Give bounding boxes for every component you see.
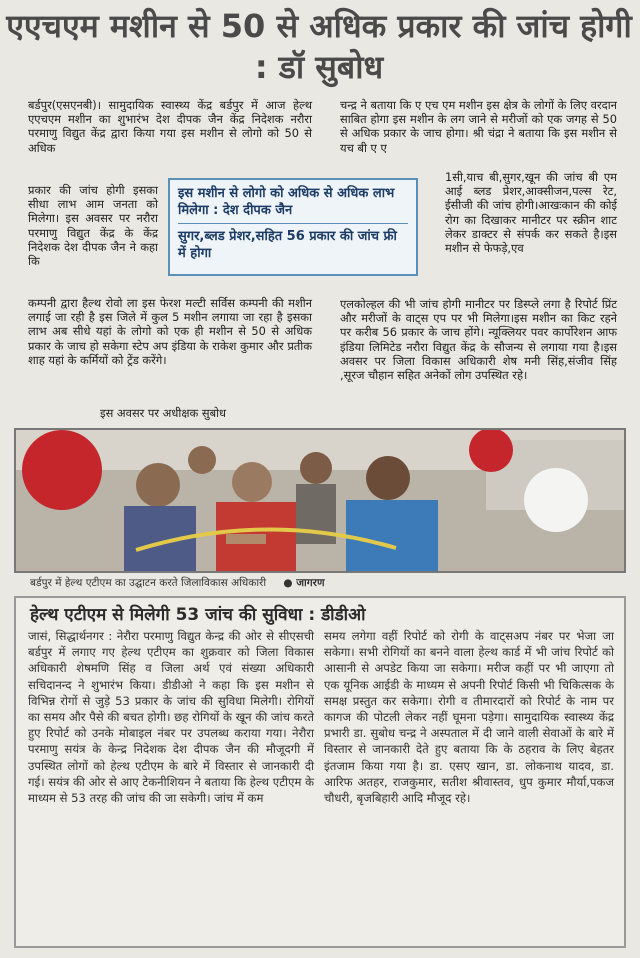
pull-quote-1: इस मशीन से लोगो को अधिक से अधिक लाभ मिलेगा : देश दीपक जैन <box>178 186 395 218</box>
photo-caption <box>30 576 600 590</box>
pull-quote-2: सुगर,ब्लड प्रेशर,सहित 56 प्रकार की जांच फ्री में होगा <box>178 229 397 261</box>
second-article-column-1: जासं, सिद्धार्थनगर : नेरौरा परमाणु विद्युत केन्द्र की ओर से सीएसची बर्डपुर में लगाए गए हेल्थ एटीएम का शुक्रवार को जिला विकास अधिकारी शेषमणि सिंह व जिला अर्थ एवं संख्या अधिकारी सचिदानन्द ने शुभारंभ किया। डीडीओ ने कहा कि इस मशीन से विभिन्न रोगों से जुड़े 53 प्रकार के जांच की सुविधा मिलेगी। रोगियों का समय और पैसे की बचत होगी। छह रोगियों के खून की जांच करते हुए रिपोर्ट को उनके मोबाइल नंबर पर उपलब्ध कराया गया। नेरौरा परमाणु सयंत्र के केन्द्र निदेशक देश दीपक जैन की मौजूदगी में उपस्थित लोगों को हेल्थ एटीएम के बारे में विस्तार से जानकारी दी गई। सयंत्र की ओर से आए टेकनीशियन ने बताया कि हेल्थ एटीएम के माध्यम से 53 तरह की जांच की जा सकेगी। जांच में कम <box>28 629 314 806</box>
pull-quote-box <box>168 178 418 276</box>
second-article-headline: हेल्थ एटीएम से मिलेगी 53 जांच की सुविधा : डीडीओ <box>30 605 366 625</box>
article-paragraph-4: इस अवसर पर अधीक्षक सुबोध <box>100 406 227 420</box>
article-paragraph-3: कम्पनी द्वारा हैल्थ रोवो ला इस फेरश मल्टी सर्विस कम्पनी की मशीन लगाई जा रही है इस जिले में कुल 5 मशीन लगाया जा रहा है इसका लाभ अब सीधे यहां के लोगो को एक ही मशीन से 50 से अधिक प्रकार के जाच हो सकेगा स्टेप अप इंडिया के राकेश कुमार और प्रतीक शाह यहां के कर्मियों को ट्रेंड करेंगे। <box>28 296 312 367</box>
photo-caption-text: बर्डपुर में हेल्थ एटीएम का उद्घाटन करते जिलाविकास अधिकारी <box>30 577 267 589</box>
article-paragraph-1: बर्डपुर(एसएनबी)। सामुदायिक स्वास्थ्य केंद्र बर्डपुर में आज हेल्थ एएचएम मशीन का शुभारंभ देश दीपक जैन केंद्र निदेशक नरौरा परमाणु विद्युत केंद्र द्वारा किया गया इस मशीन से लोगो को 50 से अधिक <box>28 98 312 155</box>
article-paragraph-6: 1सी,याच बी,सुगर,खून की जांच बी एम आई ब्लड प्रेशर,आक्सीजन,पल्स रेट, ईसीजी की जांच होगी।आखःकान की कोई रोग का दिखाकर मानीटर पर स्क्रीन शाट लेकर डाक्टर से संपर्क कर सकते है।इस मशीन से फेफड़े,एव <box>445 170 617 256</box>
inauguration-photo <box>14 428 626 573</box>
photo-illustration <box>16 430 626 573</box>
photo-credit: ● जागरण <box>283 577 325 589</box>
article-paragraph-2: प्रकार की जांच होगी इसका सीधा लाभ आम जनता को मिलेगा। इस अवसर पर नरौरा परमाणु विद्युत केंद्र के केंद्र निदेशक देश दीपक जैन ने कहा कि <box>28 183 158 269</box>
second-article-box <box>14 596 626 948</box>
article-paragraph-7: एलकोल्हल की भी जांच होगी मानीटर पर डिस्प्ले लगा है रिपोर्ट प्रिंट और मरीजों के वाट्स एप पर भी मिलेगा।इस मशीन का किट रहने पर करीब 56 प्रकार के जाच होंगे। न्यूक्लियर पवर कार्पोरेशन आफ इंडिया लिमिटेड नरौरा विद्युत केंद्र के सौजन्य से लगाया गया है।इस अवसर पर जिला विकास अधिकारी शेष मनी सिंह,संजीव सिंह ,सूरज चौहान सहित अनेकों लोग उपस्थित रहे। <box>340 297 617 383</box>
main-headline: एएचएम मशीन से 50 से अधिक प्रकार की जांच होगी : डॉ सुबोध <box>6 7 632 86</box>
pull-quote-divider <box>178 223 408 224</box>
second-article-column-2: समय लगेगा वहीं रिपोर्ट को रोगी के वाट्सअप नंबर पर भेजा जा सकेगा। सभी रोगियों का बनने वाला हेल्थ कार्ड में भी जांच रिपोर्ट को आसानी से अपडेट किया जा सकेगा। मरीज कहीं पर भी जाएगा तो एक यूनिक आईडी के माध्यम से अपनी रिपोर्ट किसी भी चिकित्सक के समक्ष प्रस्तुत कर सकेगा। रोगी व तीमारदारों को रिपोर्ट के नाम पर कागज की पोटली लेकर नहीं घूमना पड़ेगा। सामुदायिक स्वास्थ्य केंद्र प्रभारी डा. सुबोध चन्द्र ने अस्पताल में दी जाने वाली सेवाओं के बारे में विस्तार से जानकारी देते हुए बताया कि के ठहराव के लिए बेहतर इंतजाम किया गया है। डा. एसए खान, डा. लोकनाथ यादव, डा. आरिफ अतहर, राजकुमार, सतीश श्रीवास्तव, धुप कुमार मौर्या,पकज चौधरी, बृजबिहारी आदि मौजूद रहे। <box>324 629 614 806</box>
article-paragraph-5: चन्द्र ने बताया कि ए एच एम मशीन इस क्षेत्र के लोगों के लिए वरदान साबित होगा इस मशीन के लग जाने से मरीजों को एक जगह से 50 से अधिक प्रकार के जाच होगा। श्री चंद्रा ने बताया कि इस मशीन से यच बी ए ए <box>340 98 617 155</box>
